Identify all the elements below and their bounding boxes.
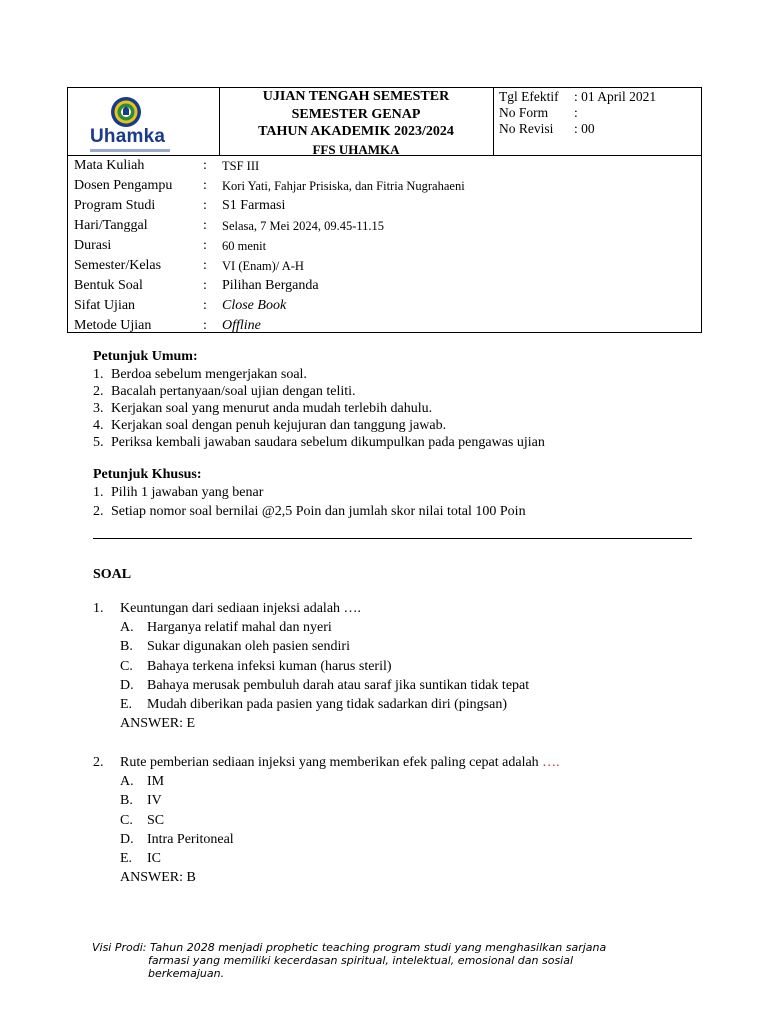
option-text: Bahaya merusak pembuluh darah atau saraf jika suntikan tidak tepat: [147, 677, 530, 693]
list-item: [93, 383, 713, 400]
list-number: 3.: [93, 401, 104, 416]
list-text: Pilih 1 jawaban yang benar: [111, 485, 264, 500]
answer-option: [93, 830, 713, 849]
logo-wordmark: Uhamka: [90, 126, 166, 147]
petunjuk-khusus-title: Petunjuk Khusus:: [93, 467, 202, 482]
option-text: Sukar digunakan oleh pasien sendiri: [147, 639, 350, 655]
uhamka-logo: [90, 96, 170, 152]
option-letter: D.: [120, 677, 134, 693]
answer-key: ANSWER: B: [120, 870, 196, 886]
question-text-wrap: [120, 753, 560, 772]
list-number: 2.: [93, 384, 104, 399]
meta-value: S1 Farmasi: [222, 198, 286, 213]
logo-caption-bar: [90, 149, 170, 152]
question-stem: [93, 753, 713, 772]
option-letter: B.: [120, 639, 133, 655]
meta-sep: :: [203, 198, 207, 213]
list-text: Periksa kembali jawaban saudara sebelum dikumpulkan pada pengawas ujian: [111, 435, 545, 450]
meta-sep: :: [203, 298, 207, 313]
title-line: SEMESTER GENAP: [291, 106, 421, 122]
option-text: IV: [147, 793, 162, 809]
option-text: Mudah diberikan pada pasien yang tidak sadarkan diri (pingsan): [147, 697, 508, 713]
list-item: [93, 366, 713, 383]
question-number: 1.: [93, 601, 104, 616]
form-info-value: :: [574, 105, 578, 120]
option-letter: C.: [120, 812, 133, 828]
option-letter: E.: [120, 697, 133, 713]
list-number: 2.: [93, 504, 104, 519]
petunjuk-khusus-list: [93, 484, 713, 520]
question-number: 2.: [93, 755, 104, 770]
meta-sep: :: [203, 278, 207, 293]
form-info-label: Tgl Efektif: [499, 89, 559, 104]
header-divider: [493, 88, 494, 155]
meta-key: Hari/Tanggal: [74, 218, 148, 233]
answer-option: [93, 657, 713, 676]
option-letter: D.: [120, 831, 134, 847]
answer-option: [93, 676, 713, 695]
answer-option: [93, 772, 713, 791]
list-number: 1.: [93, 367, 104, 382]
option-text: IM: [147, 774, 165, 789]
answer-option: [93, 811, 713, 830]
list-text: Setiap nomor soal bernilai @2,5 Poin dan jumlah skor nilai total 100 Poin: [111, 504, 526, 519]
meta-value: Close Book: [222, 298, 287, 313]
option-letter: A.: [120, 774, 134, 789]
meta-key: Durasi: [74, 238, 112, 253]
meta-sep: :: [203, 158, 207, 173]
meta-key: Sifat Ujian: [74, 298, 136, 313]
meta-value: TSF III: [222, 159, 260, 173]
meta-key: Bentuk Soal: [74, 278, 143, 293]
question-2: [93, 753, 713, 887]
list-item: [93, 400, 713, 417]
meta-value: Offline: [222, 318, 261, 333]
list-item: [93, 417, 713, 434]
question-text: Rute pemberian sediaan injeksi yang memberikan efek paling cepat adalah: [120, 755, 543, 770]
title-line: FFS UHAMKA: [312, 141, 400, 157]
list-text: Kerjakan soal yang menurut anda mudah terlebih dahulu.: [111, 401, 433, 416]
list-number: 1.: [93, 485, 104, 500]
meta-value: Selasa, 7 Mei 2024, 09.45-11.15: [222, 219, 385, 233]
meta-sep: :: [203, 218, 207, 233]
meta-key: Program Studi: [74, 198, 156, 213]
option-text: Bahaya terkena infeksi kuman (harus steril): [147, 658, 392, 674]
meta-sep: :: [203, 178, 207, 193]
list-text: Kerjakan soal dengan penuh kejujuran dan tanggung jawab.: [111, 418, 447, 433]
meta-value: Pilihan Berganda: [222, 278, 319, 293]
answer-option: [93, 695, 713, 714]
exam-header-table: [67, 87, 702, 333]
form-info-label: No Revisi: [499, 121, 554, 136]
meta-sep: :: [203, 238, 207, 253]
meta-key: Dosen Pengampu: [74, 178, 173, 193]
option-text: Intra Peritoneal: [147, 831, 234, 847]
question-1: [93, 599, 713, 733]
option-text: Harganya relatif mahal dan nyeri: [147, 620, 332, 635]
meta-sep: :: [203, 318, 207, 333]
option-text: SC: [147, 812, 165, 828]
petunjuk-umum-list: [93, 366, 713, 451]
footer-line: Visi Prodi: Tahun 2028 menjadi prophetic teaching program studi yang menghasilkan sarjana: [92, 941, 607, 954]
list-item: [93, 484, 713, 501]
option-letter: C.: [120, 658, 133, 674]
answer-option: [93, 618, 713, 637]
option-letter: B.: [120, 793, 133, 809]
meta-value: 60 menit: [222, 239, 267, 253]
meta-key: Semester/Kelas: [74, 258, 162, 273]
option-text: IC: [147, 851, 161, 867]
meta-value: VI (Enam)/ A-H: [222, 259, 304, 273]
section-divider: [93, 538, 692, 539]
form-info-value: : 01 April 2021: [574, 89, 657, 104]
list-text: Berdoa sebelum mengerjakan soal.: [111, 367, 307, 382]
soal-title: SOAL: [93, 567, 132, 582]
question-stem: [93, 599, 713, 618]
footer-line: berkemajuan.: [148, 967, 225, 980]
answer-option: [93, 849, 713, 868]
list-item: [93, 434, 713, 451]
form-info-label: No Form: [499, 105, 549, 120]
petunjuk-umum-title: Petunjuk Umum:: [93, 349, 198, 364]
meta-value: Kori Yati, Fahjar Prisiska, dan Fitria Nugrahaeni: [222, 179, 465, 193]
list-item: [93, 503, 713, 520]
footer-vision-statement: [92, 941, 652, 980]
question-text: Keuntungan dari sediaan injeksi adalah ….: [120, 601, 362, 616]
list-number: 5.: [93, 435, 104, 450]
list-number: 4.: [93, 418, 104, 433]
title-line: UJIAN TENGAH SEMESTER: [262, 89, 450, 104]
university-emblem-icon: [90, 96, 170, 130]
option-letter: A.: [120, 620, 134, 635]
question-ellipsis: ….: [542, 755, 560, 770]
meta-key: Mata Kuliah: [74, 158, 145, 173]
answer-option: [93, 791, 713, 810]
meta-sep: :: [203, 258, 207, 273]
meta-key: Metode Ujian: [74, 318, 152, 333]
list-text: Bacalah pertanyaan/soal ujian dengan teliti.: [111, 384, 356, 399]
form-info-value: : 00: [574, 121, 595, 136]
option-letter: E.: [120, 851, 133, 867]
footer-line: farmasi yang memiliki kecerdasan spiritual, intelektual, emosional dan sosial: [148, 954, 574, 967]
answer-key: ANSWER: E: [120, 716, 196, 732]
exam-title: [219, 88, 493, 158]
title-line: TAHUN AKADEMIK 2023/2024: [258, 124, 454, 139]
answer-option: [93, 637, 713, 656]
